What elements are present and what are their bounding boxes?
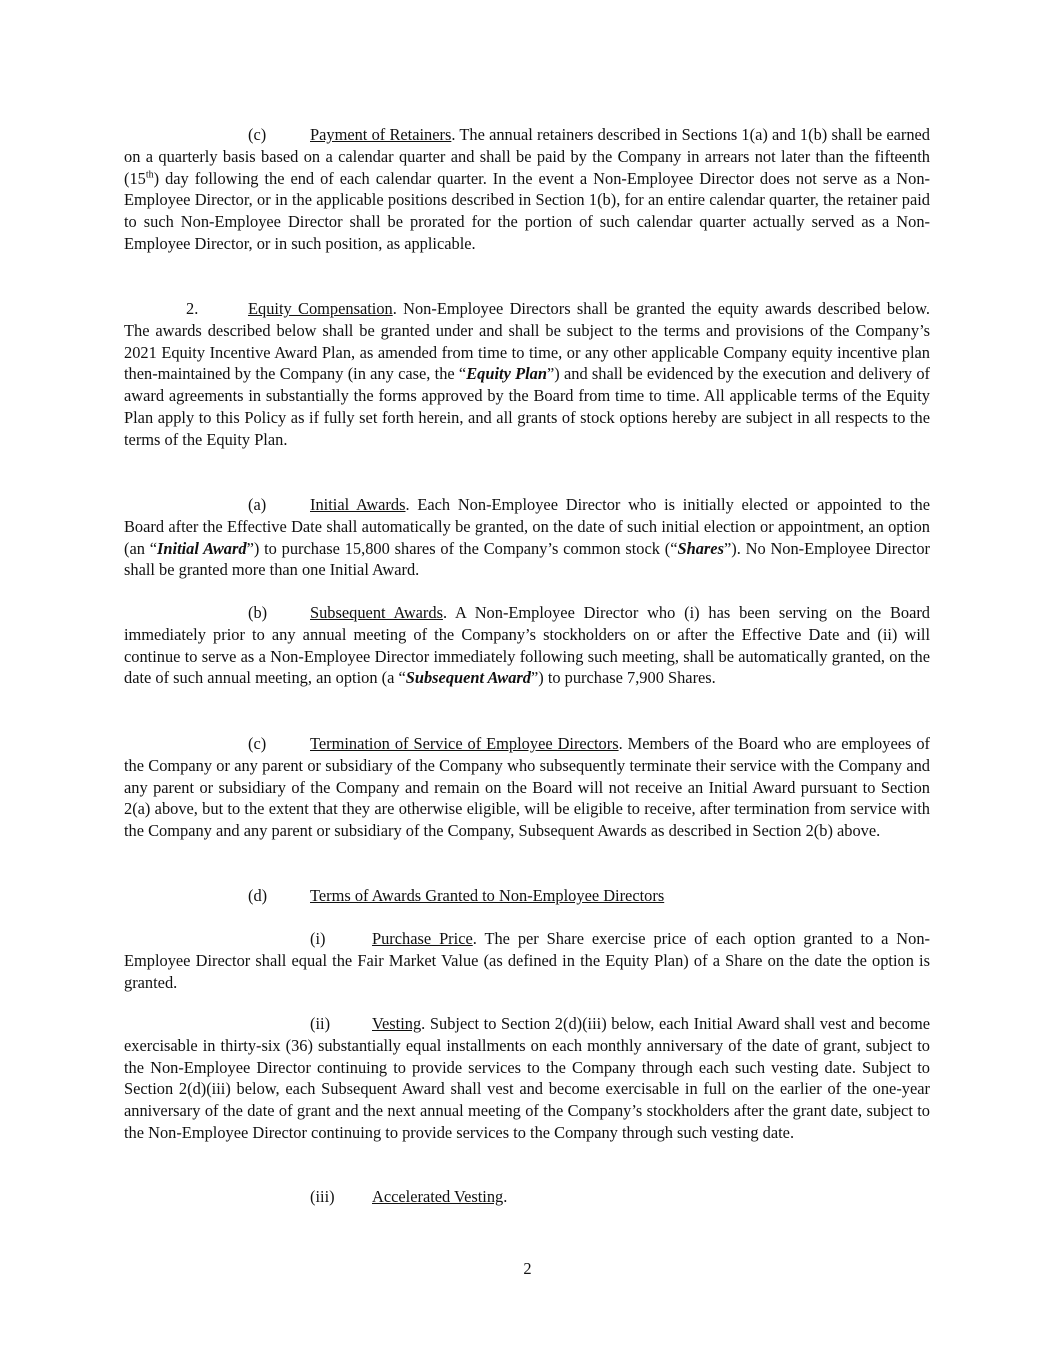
section-number: (i) [310, 929, 326, 948]
section-text: . Members of the Board who are employees of the Company or any parent or subsidiary of the Company who subsequently terminate their service with the Company and any parent or subsidiary of the Company and remain on the Board will not receive an Initial Award pursuant to Section 2(a) above, but to the extent that they are otherwise eligible, will be eligible to receive, after termination from service with the Company and any parent or subsidiary of the Company, Subsequent Awards as described in Section 2(b) above. [124, 734, 930, 841]
section-title: Vesting [372, 1014, 422, 1033]
section-text: ”) to purchase 15,800 shares of the Company’s common stock (“ [246, 538, 678, 558]
section-text: . The per Share exercise price of each option granted to a Non-Employee Director shall equal the Fair Market Value (as defined in the Equity Plan) of a Share on the date the option is granted. [124, 929, 930, 992]
defined-term: Equity Plan [466, 364, 547, 384]
section-2-paragraph [124, 298, 930, 451]
section-text: . Subject to Section 2(d)(iii) below, each Initial Award shall vest and become exercisable in thirty-six (36) substantially equal installments on each monthly anniversary of the date of grant, subject to the Non-Employee Director continuing to provide services to the Company through each such vesting date. Subject to Section 2(d)(iii) below, each Subsequent Award shall vest and become exercisable in full on the earlier of the one-year anniversary of the date of grant and the next annual meeting of the Company’s stockholders after the grant date, subject to the Non-Employee Director continuing to provide services to the Company through such vesting date. [124, 1014, 930, 1142]
section-2d-iii-heading [310, 1186, 507, 1208]
section-2b-paragraph [124, 602, 930, 689]
section-title: Payment of Retainers [310, 125, 452, 144]
section-title: Accelerated Vesting [372, 1187, 504, 1206]
superscript: th [145, 169, 154, 181]
defined-term: Shares [677, 538, 724, 558]
section-text: . [503, 1187, 508, 1206]
section-title: Subsequent Awards [310, 603, 443, 622]
defined-term: Subsequent Award [405, 668, 531, 688]
section-number: (c) [248, 734, 267, 753]
section-2d-ii-paragraph [124, 1013, 930, 1144]
section-number: (a) [248, 495, 267, 514]
section-number: (b) [248, 603, 268, 622]
page-number: 2 [523, 1259, 532, 1278]
section-number: 2. [186, 299, 199, 318]
section-2d-i-paragraph [124, 928, 930, 993]
section-2d-heading [248, 885, 664, 907]
section-2c-paragraph [124, 733, 930, 842]
section-text: . The annual retainers described in Sections 1(a) and 1(b) shall be earned on a quarterly basis based on a calendar quarter and shall be paid by the Company in arrears not later than the fifteenth (15 [124, 125, 930, 188]
defined-term: Initial Award [157, 538, 247, 558]
section-title: Termination of Service of Employee Directors [310, 734, 619, 753]
section-title: Initial Awards [310, 495, 406, 514]
section-text: . A Non-Employee Director who (i) has been serving on the Board immediately prior to any annual meeting of the Company’s stockholders on or after the Effective Date and (ii) will continue to serve as a Non-Employee Director immediately following such meeting, shall be automatically granted, on the date of such annual meeting, an option (a “ [124, 603, 930, 688]
section-text: . Non-Employee Directors shall be granted the equity awards described below. The awards described below shall be granted under and shall be subject to the terms and provisions of the Company’s 2021 Equity Incentive Award Plan, as amended from time to time, or any other applicable Company equity incentive plan then-maintained by the Company (in any case, the “ [124, 299, 930, 384]
section-text: ”). No Non-Employee Director shall be granted more than one Initial Award. [124, 538, 931, 580]
section-text: ”) to purchase 7,900 Shares. [530, 668, 716, 688]
section-title: Terms of Awards Granted to Non-Employee Directors [310, 886, 665, 905]
section-title: Equity Compensation [248, 299, 393, 318]
section-number: (iii) [310, 1187, 335, 1206]
section-text: ”) and shall be evidenced by the execution and delivery of award agreements in substantially the forms approved by the Board from time to time. All applicable terms of the Equity Plan apply to this Policy as if fully set forth herein, and all grants of stock options hereby are subject in all respects to the terms of the Equity Plan. [124, 364, 930, 449]
section-text: ) day following the end of each calendar quarter. In the event a Non-Employee Director does not serve as a Non-Employee Director, or in the applicable positions described in Section 1(b), for an entire calendar quarter, the retainer paid to such Non-Employee Director shall be prorated for the portion of such calendar quarter actually served as a Non-Employee Director, or in such position, as applicable. [124, 168, 930, 253]
section-2a-paragraph [124, 494, 930, 581]
section-title: Purchase Price [372, 929, 473, 948]
section-number: (c) [248, 125, 267, 144]
section-number: (d) [248, 886, 268, 905]
section-number: (ii) [310, 1014, 331, 1033]
section-text: . Each Non-Employee Director who is initially elected or appointed to the Board after the Effective Date shall automatically be granted, on the date of such initial election or appointment, an option (an “ [124, 495, 931, 558]
section-1c-paragraph [124, 124, 930, 255]
